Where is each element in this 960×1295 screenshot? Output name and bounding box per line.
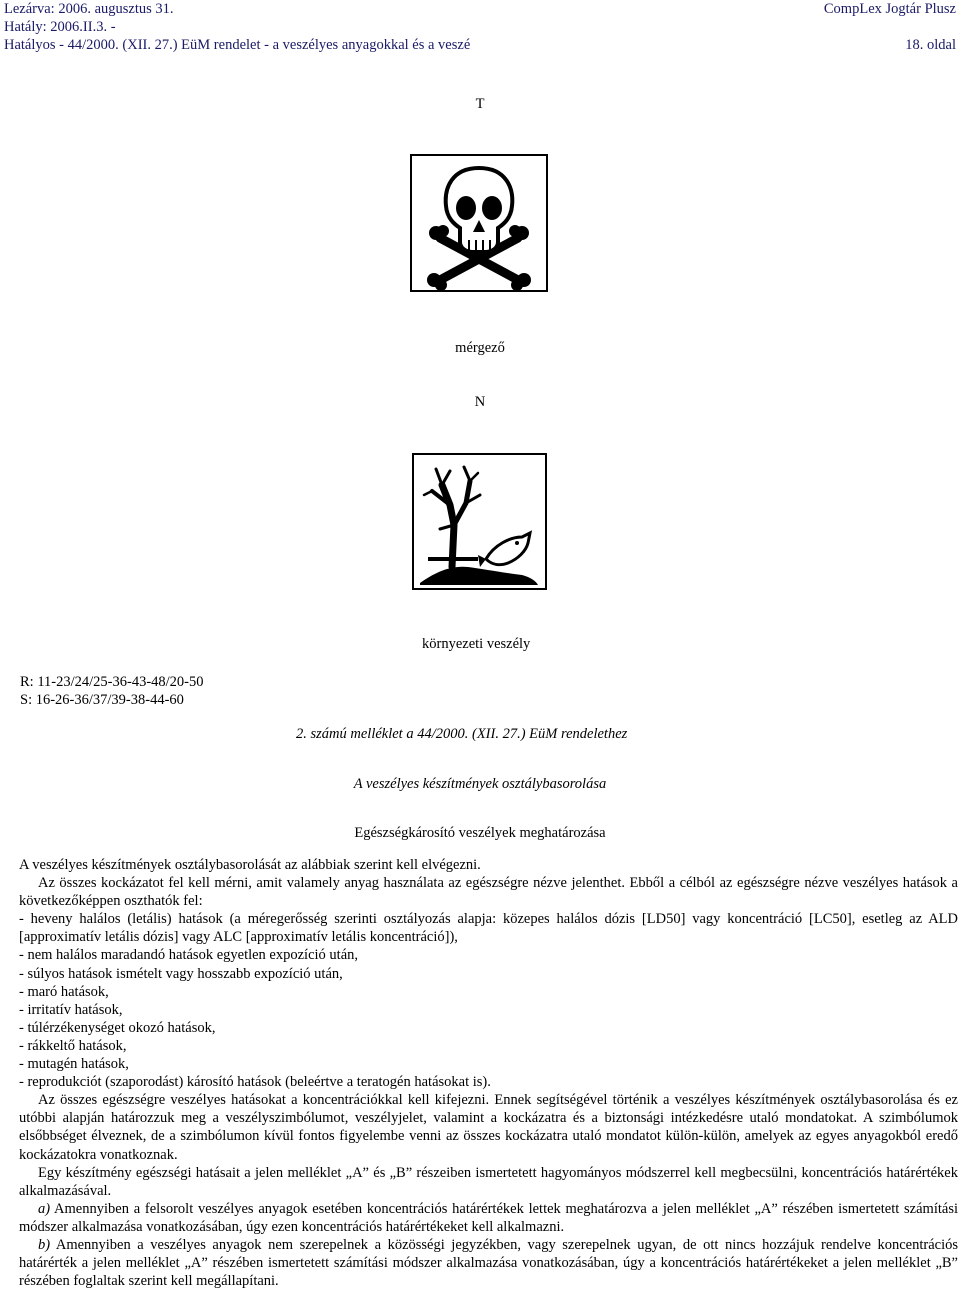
paragraph-b-label: b) bbox=[38, 1236, 51, 1253]
toxic-symbol-letter: T bbox=[475, 96, 485, 112]
hazard-list-item: - reprodukciót (szaporodást) károsító hatások (beleértve a teratogén hatásokat is). bbox=[19, 1074, 491, 1091]
hazard-list-item: - mutagén hatások, bbox=[19, 1056, 129, 1073]
paragraph-a-label: a) bbox=[38, 1200, 51, 1217]
paragraph-risks: Az összes kockázatot fel kell mérni, amit valamely anyag használata az egészségre nézve jelenthet. Ebből a célból az egészségre nézve veszélyes hatások a következőképpen oszthatók fel: bbox=[19, 875, 958, 910]
section-title: A veszélyes készítmények osztálybasorolása bbox=[353, 776, 607, 792]
paragraph-method: Egy készítmény egészségi hatásait a jelen melléklet „A” és „B” részeiben ismertetett hagyományos módszerrel kell megbecsülni, koncentrációs határértékek alkalmazásával. bbox=[19, 1164, 958, 1199]
toxic-skull-symbol bbox=[410, 154, 548, 292]
paragraph-concentrations: Az összes egészségre veszélyes hatásokat a koncentrációkkal kell kifejezni. Ennek segítségével történik a veszélyes készítmények osztálybasorolása és ez utóbbi alapján határozzuk meg a veszélyszimbólumot, veszélyjelet, valamint a kockázatra és a biztonsági intézkedésre utaló mondatokat. A szimbólumok elsőbbséget élveznek, de a szimbólumon kívül fontos figyelembe venni az összes kockázatra utaló mondatot külön-külön, amelyek az egyes anyagokból eredő kockázatokra vonatkoznak. bbox=[19, 1092, 958, 1163]
toxic-caption: mérgező bbox=[455, 340, 505, 356]
hazard-list-item: - túlérzékenységet okozó hatások, bbox=[19, 1019, 216, 1036]
header-effect-date: Hatály: 2006.II.3. - bbox=[4, 19, 116, 35]
env-hazard-symbol bbox=[412, 453, 547, 590]
risk-phrases: R: 11-23/24/25-36-43-48/20-50 bbox=[20, 674, 204, 690]
annex-title: 2. számú melléklet a 44/2000. (XII. 27.) EüM rendelethez bbox=[296, 726, 628, 742]
env-symbol-letter: N bbox=[474, 394, 486, 410]
env-caption: környezeti veszély bbox=[422, 636, 531, 652]
page-header bbox=[4, 0, 956, 54]
hazard-list-item: - heveny halálos (letális) hatások (a méregerősség szerinti osztályozás alapja: közepes halálos dózis [LD50] vagy koncentráció [LC50], esetleg az ALD [approximatív letális dózis] vagy ALC [approximatív letális koncentráció]), bbox=[19, 911, 958, 946]
hazard-list-item: - súlyos hatások ismételt vagy hosszabb expozíció után, bbox=[19, 965, 343, 982]
paragraph-a bbox=[19, 1200, 958, 1236]
header-page-number: 18. oldal bbox=[905, 37, 956, 53]
hazard-list-item: - rákkeltő hatások, bbox=[19, 1037, 127, 1054]
header-document-title: Hatályos - 44/2000. (XII. 27.) EüM rendelet - a veszélyes anyagokkal és a veszé bbox=[4, 37, 471, 53]
header-closed-date: Lezárva: 2006. augusztus 31. bbox=[4, 1, 174, 17]
dead-tree-fish-icon bbox=[414, 455, 545, 588]
paragraph-a-text: Amennyiben a felsorolt veszélyes anyagok esetében koncentrációs határértékek lettek meghatározva a jelen melléklet „A” részében ismertetett számítási módszer alkalmazása vonatkozásában, úgy ezen koncentrációs határértékeket kell alkalmazni. bbox=[19, 1200, 958, 1235]
paragraph-intro: A veszélyes készítmények osztálybasorolását az alábbiak szerint kell elvégezni. bbox=[19, 857, 481, 873]
skull-crossbones-icon bbox=[412, 156, 546, 290]
hazard-list-item: - nem halálos maradandó hatások egyetlen expozíció után, bbox=[19, 947, 359, 964]
header-product-name: CompLex Jogtár Plusz bbox=[823, 1, 956, 17]
paragraph-b bbox=[19, 1236, 958, 1290]
safety-phrases: S: 16-26-36/37/39-38-44-60 bbox=[20, 692, 184, 708]
document-body bbox=[19, 856, 958, 1290]
subsection-title: Egészségkárosító veszélyek meghatározása bbox=[354, 825, 606, 841]
hazard-list-item: - maró hatások, bbox=[19, 983, 109, 1000]
hazard-list-item: - irritatív hatások, bbox=[19, 1001, 123, 1018]
paragraph-b-text: Amennyiben a veszélyes anyagok nem szerepelnek a közösségi jegyzékben, vagy szerepelnek ugyan, de ott nincs hozzájuk rendelve koncentrációs határérték a jelen melléklet „A” részében ismertetett számítási módszer alkalmazása vonatkozásában, úgy a koncentrációs határértékeket a jelen melléklet „B” részében foglaltak szerint kell megállapítani. bbox=[19, 1236, 958, 1290]
